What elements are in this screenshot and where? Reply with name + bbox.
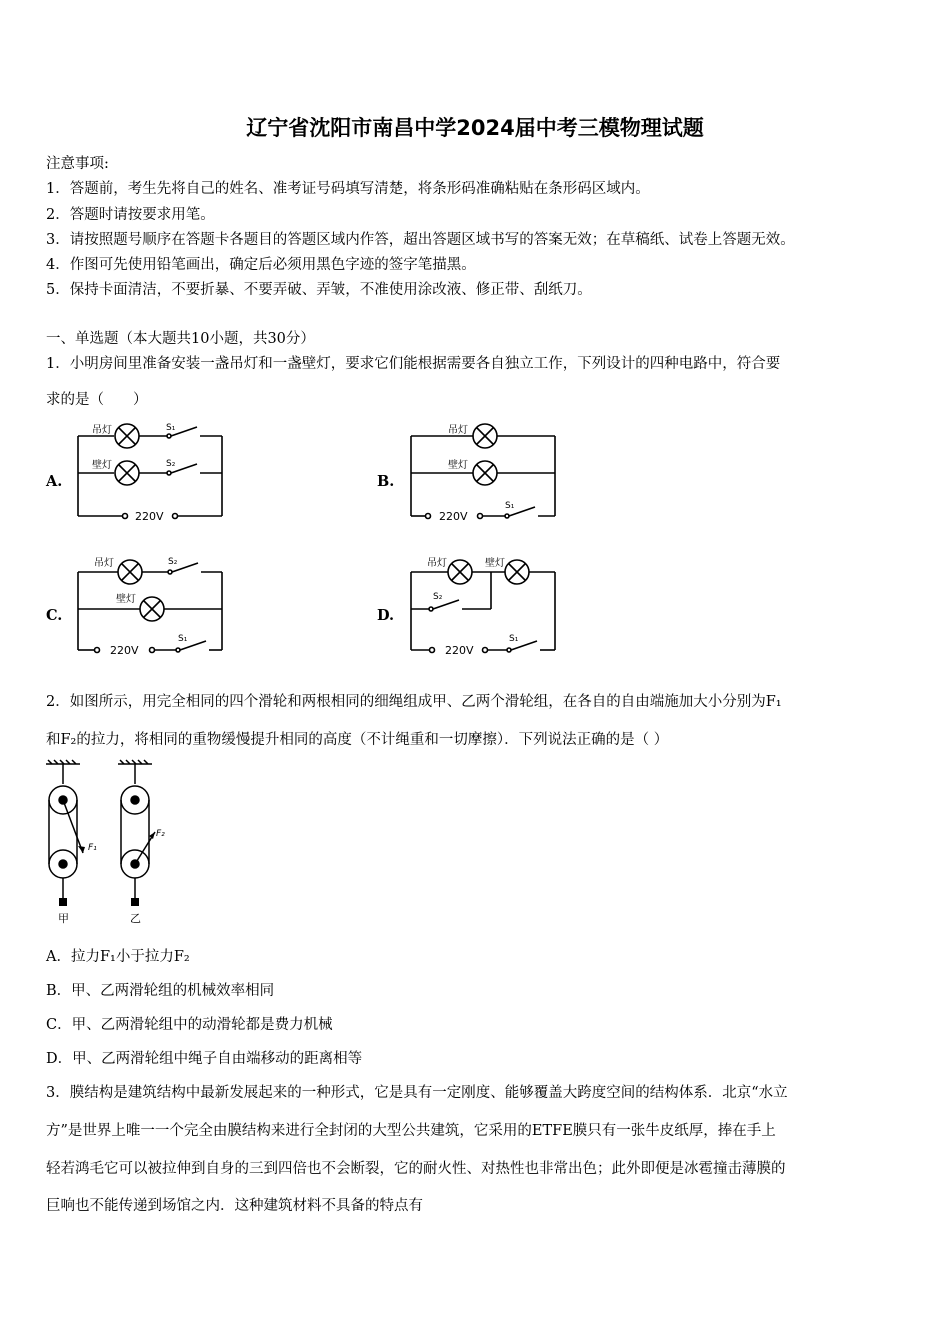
voltage-label: 220V: [445, 644, 474, 657]
q1-option-a-label[interactable]: A.: [46, 473, 63, 490]
yi-label: 乙: [130, 912, 141, 925]
pendant-lamp-label: 吊灯: [92, 425, 112, 436]
q2-stem: 2．如图所示，用完全相同的四个滑轮和两根相同的细绳组成甲、乙两个滑轮组，在各自的自由端施加大小分别为F₁: [46, 694, 782, 710]
q3-stem: 巨响也不能传递到场馆之内．这种建筑材料不具备的特点有: [46, 1198, 423, 1214]
switch-s2-label: S₂: [168, 557, 178, 567]
force-f2-label: F₂: [156, 829, 165, 839]
notice-item: 4．作图可先使用铅笔画出，确定后必须用黑色字迹的签字笔描黑。: [46, 257, 476, 273]
q1-option-d-label[interactable]: D.: [377, 607, 395, 624]
pendant-lamp-label: 吊灯: [94, 558, 114, 569]
q3-stem: 轻若鸿毛它可以被拉伸到自身的三到四倍也不会断裂，它的耐火性、对热性也非常出色；此外即便是冰雹撞击薄膜的: [46, 1161, 786, 1177]
pendant-lamp-label: 吊灯: [427, 558, 447, 569]
q2-option-c[interactable]: C．甲、乙两滑轮组中的动滑轮都是费力机械: [46, 1017, 333, 1033]
pendant-lamp-label: 吊灯: [448, 425, 468, 436]
wall-lamp-label: 壁灯: [448, 460, 468, 471]
notice-item: 2．答题时请按要求用笔。: [46, 207, 215, 223]
switch-s1-label: S₁: [166, 423, 176, 433]
switch-s2-label: S₂: [433, 592, 443, 602]
page-title: 辽宁省沈阳市南昌中学2024届中考三模物理试题: [246, 116, 704, 140]
circuit-diagram-b: [405, 418, 565, 528]
notice-item: 1．答题前，考生先将自己的姓名、准考证号码填写清楚，将条形码准确粘贴在条形码区域内。: [46, 181, 650, 197]
q2-option-b[interactable]: B．甲、乙两滑轮组的机械效率相同: [46, 983, 275, 999]
circuit-diagram-d: [405, 552, 565, 662]
q2-option-a[interactable]: A．拉力F₁小于拉力F₂: [46, 949, 190, 965]
notice-item: 3．请按照题号顺序在答题卡各题目的答题区域内作答，超出答题区域书写的答案无效；在草稿纸、试卷上答题无效。: [46, 232, 795, 248]
switch-s1-label: S₁: [178, 634, 188, 644]
notice-item: 5．保持卡面清洁，不要折暴、不要弄破、弄皱，不准使用涂改液、修正带、刮纸刀。: [46, 282, 592, 298]
voltage-label: 220V: [110, 644, 139, 657]
q3-stem: 方”是世界上唯一一个完全由膜结构来进行全封闭的大型公共建筑，它采用的ETFE膜只有一张牛皮纸厚，捧在手上: [46, 1123, 776, 1139]
wall-lamp-label: 壁灯: [485, 558, 505, 569]
circuit-diagram-a: [72, 418, 227, 528]
voltage-label: 220V: [439, 510, 468, 523]
q2-option-d[interactable]: D．甲、乙两滑轮组中绳子自由端移动的距离相等: [46, 1051, 363, 1067]
voltage-label: 220V: [135, 510, 164, 523]
wall-lamp-label: 壁灯: [116, 594, 136, 605]
wall-lamp-label: 壁灯: [92, 460, 112, 471]
section-heading: 一、单选题（本大题共10小题，共30分）: [46, 331, 315, 347]
jia-label: 甲: [58, 912, 69, 925]
notice-heading: 注意事项:: [46, 156, 109, 172]
switch-s1-label: S₁: [509, 634, 519, 644]
q2-stem: 和F₂的拉力，将相同的重物缓慢提升相同的高度（不计绳重和一切摩擦）．下列说法正确的是（ ）: [46, 732, 669, 748]
pulley-diagram: [38, 758, 178, 930]
switch-s2-label: S₂: [166, 459, 176, 469]
force-f1-label: F₁: [88, 843, 97, 853]
q1-stem: 1．小明房间里准备安装一盏吊灯和一盏壁灯，要求它们能根据需要各自独立工作，下列设计的四种电路中，符合要: [46, 356, 781, 372]
circuit-diagram-c: [72, 552, 232, 662]
q3-stem: 3．膜结构是建筑结构中最新发展起来的一种形式，它是具有一定刚度、能够覆盖大跨度空间的结构体系．北京“水立: [46, 1085, 788, 1101]
q1-option-c-label[interactable]: C.: [46, 607, 63, 624]
switch-s1-label: S₁: [505, 501, 515, 511]
q1-option-b-label[interactable]: B.: [377, 473, 395, 490]
q1-stem: 求的是（ ）: [46, 392, 148, 408]
